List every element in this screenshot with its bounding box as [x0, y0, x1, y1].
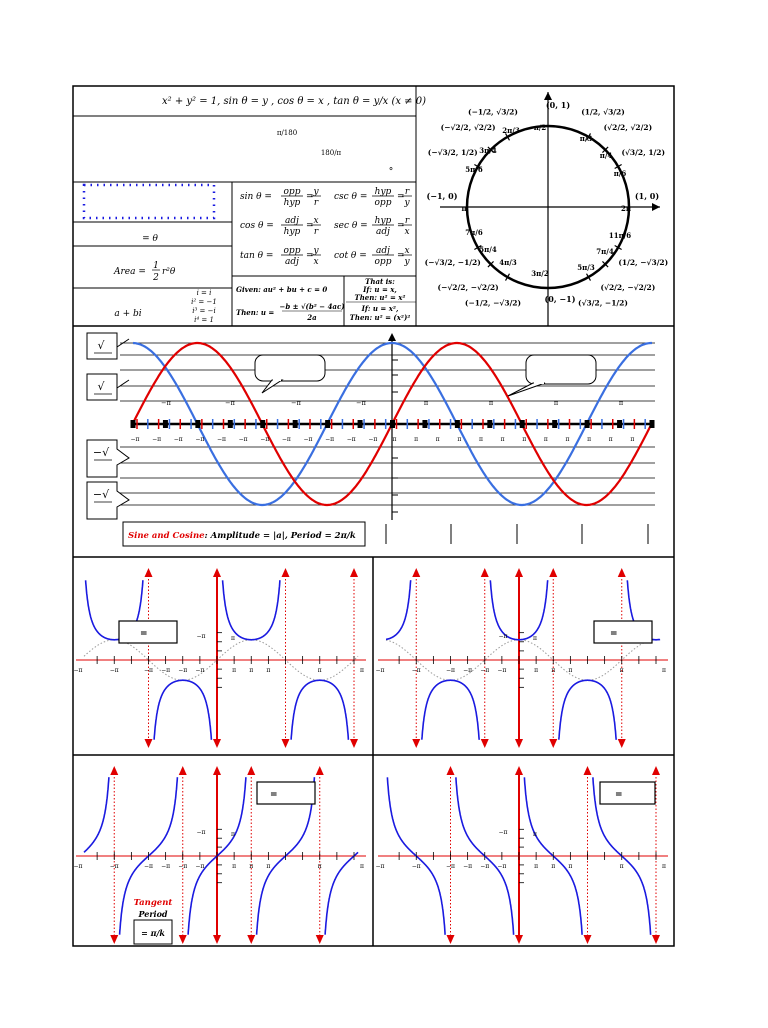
- svg-text:hyp: hyp: [374, 187, 392, 197]
- svg-text:=: =: [306, 221, 314, 231]
- deg-to-rad: π/180: [276, 129, 298, 137]
- uc-point-label: (−1/2, −√3/2): [464, 298, 522, 308]
- deg-symbol: °: [388, 167, 394, 177]
- asymptote-arrow-icon: [549, 568, 557, 577]
- svg-text:sec θ =: sec θ =: [334, 221, 368, 231]
- uc-point-label: (1/2, √3/2): [581, 107, 625, 117]
- svg-text:=: =: [306, 251, 314, 261]
- cosecant-graph: [74, 568, 366, 748]
- x-tick-label: π: [360, 667, 364, 674]
- x-tick-label: −π: [497, 667, 507, 674]
- svg-text:x: x: [313, 216, 319, 226]
- x-major-tick: [455, 420, 460, 428]
- y-tick-label: −π: [196, 633, 206, 640]
- svg-text:opp: opp: [374, 257, 392, 267]
- asymptote-arrow-icon: [652, 935, 660, 944]
- x-major-tick: [422, 420, 427, 428]
- svg-text:=: =: [397, 192, 405, 202]
- x-tick-label: π: [317, 667, 322, 674]
- svg-text:adj: adj: [376, 227, 390, 237]
- x-tick-label: π: [553, 399, 559, 407]
- x-tick-label: π: [565, 436, 570, 443]
- csc-ratio: [334, 187, 412, 208]
- uc-angle-label: π/4: [599, 151, 613, 160]
- y-axis-arrow-icon: [213, 739, 221, 748]
- svg-text:r: r: [313, 227, 319, 237]
- uc-point-label: (√2/2, √2/2): [603, 123, 653, 133]
- csc-box-label: =: [140, 629, 148, 639]
- y-tick-label: −π: [498, 829, 508, 836]
- asymptote-arrow-icon: [179, 935, 187, 944]
- svg-text:r²θ: r²θ: [162, 267, 176, 277]
- x-tick-label: π: [551, 863, 556, 870]
- asymptote-arrow-icon: [412, 739, 420, 748]
- substitution-note: [346, 277, 416, 322]
- uc-point-label: (√2/2, −√2/2): [600, 282, 656, 292]
- x-tick-label: −π: [109, 667, 119, 674]
- x-tick-label: −π: [346, 436, 356, 443]
- cot-answer-box: [600, 782, 655, 804]
- x-tick-label: π: [249, 863, 254, 870]
- uc-angle-label: π/2: [533, 123, 547, 132]
- svg-text:tan θ =: tan θ =: [240, 251, 274, 261]
- svg-text:That is:: That is:: [365, 277, 395, 286]
- x-tick-label: −π: [375, 863, 385, 870]
- svg-text:Then: u² = (x²)²: Then: u² = (x²)²: [349, 313, 411, 322]
- uc-point-label: (−√3/2, −1/2): [424, 258, 481, 267]
- asymptote-arrow-icon: [481, 739, 489, 748]
- x-tick-label: π: [435, 436, 440, 443]
- callout-text: −√: [92, 488, 110, 501]
- x-tick-label: π: [266, 863, 271, 870]
- uc-angle-label: 11π/6: [608, 231, 632, 240]
- x-major-tick: [325, 420, 330, 428]
- x-tick-label: π: [551, 667, 556, 674]
- x-tick-label: −π: [73, 667, 83, 674]
- asymptote-arrow-icon: [447, 935, 455, 944]
- x-tick-label: π: [232, 667, 237, 674]
- x-tick-label: −π: [195, 436, 205, 443]
- x-tick-label: π: [619, 667, 624, 674]
- asymptote-arrow-icon: [179, 766, 187, 775]
- x-tick-label: −π: [130, 436, 140, 443]
- x-tick-label: −π: [178, 667, 188, 674]
- y-axis-arrow-icon: [515, 935, 523, 944]
- uc-point-label: (0, 1): [545, 100, 571, 110]
- asymptote-arrow-icon: [316, 766, 324, 775]
- uc-angle-label: 7π/4: [596, 247, 614, 256]
- svg-text:cot θ =: cot θ =: [334, 251, 367, 261]
- x-tick-label: π: [568, 667, 573, 674]
- uc-angle-label: 5π/3: [577, 263, 595, 272]
- x-major-tick: [228, 420, 233, 428]
- x-major-tick: [163, 420, 168, 428]
- svg-text:−b ± √(b² − 4ac): −b ± √(b² − 4ac): [279, 302, 345, 311]
- asymptote-arrow-icon: [145, 568, 153, 577]
- x-tick-label: −π: [291, 399, 301, 407]
- uc-point-label: (0, −1): [544, 294, 576, 304]
- x-tick-label: π: [619, 863, 624, 870]
- uc-angle-label: π: [461, 204, 467, 213]
- svg-text:y: y: [404, 257, 410, 267]
- dotted-answer-box: [84, 185, 214, 218]
- y-tick-label: −π: [196, 829, 206, 836]
- x-tick-label: π: [500, 436, 505, 443]
- x-major-tick: [260, 420, 265, 428]
- y-axis-arrow-icon: [515, 739, 523, 748]
- asymptote-arrow-icon: [145, 739, 153, 748]
- uc-point-label: (−1/2, √3/2): [468, 107, 518, 117]
- x-tick-label: π: [360, 863, 364, 870]
- sine-bubble: [255, 355, 325, 393]
- x-tick-label: −π: [144, 863, 153, 870]
- quad-given: Given: au² + bu + c = 0: [236, 285, 328, 294]
- x-tick-label: −π: [446, 667, 455, 674]
- sector-area: [113, 261, 176, 283]
- x-tick-label: −π: [375, 667, 385, 674]
- x-major-tick: [487, 420, 492, 428]
- x-major-tick: [552, 420, 557, 428]
- i-powers: [191, 289, 217, 324]
- x-tick-label: −π: [161, 667, 171, 674]
- x-major-tick: [131, 420, 136, 428]
- x-tick-label: −π: [325, 436, 335, 443]
- x-tick-label: π: [414, 436, 419, 443]
- arc-length: = θ: [142, 234, 158, 244]
- asymptote-arrow-icon: [549, 739, 557, 748]
- svg-text:opp: opp: [283, 246, 301, 256]
- x-tick-label: π: [568, 863, 573, 870]
- asymptote-arrow-icon: [350, 739, 358, 748]
- cos-ratio: [240, 216, 321, 237]
- callout-shape: [87, 374, 129, 400]
- identity-formula: x² + y² = 1, sin θ = y , cos θ = x , tan θ = y/x (x ≠ 0): [162, 96, 426, 107]
- x-tick-label: π: [479, 436, 483, 443]
- svg-text:adj: adj: [285, 216, 299, 226]
- asymptote-arrow-icon: [481, 568, 489, 577]
- sec-ratio: [334, 216, 412, 237]
- x-tick-label: −π: [446, 863, 455, 870]
- x-major-tick: [390, 420, 395, 428]
- asymptote-arrow-icon: [652, 766, 660, 775]
- x-tick-label: −π: [238, 436, 248, 443]
- asymptote-arrow-icon: [247, 766, 255, 775]
- asymptote-arrow-icon: [316, 935, 324, 944]
- blank-period-boxes: [386, 524, 648, 544]
- y-axis-arrow-icon: [213, 935, 221, 944]
- x-tick-label: −π: [109, 863, 119, 870]
- x-tick-label: −π: [497, 863, 507, 870]
- asymptote-arrow-icon: [412, 568, 420, 577]
- x-tick-label: −π: [225, 399, 235, 407]
- uc-point-label: (−1, 0): [426, 191, 458, 201]
- x-tick-label: π: [488, 399, 494, 407]
- x-tick-label: −π: [463, 863, 473, 870]
- x-tick-label: −π: [463, 667, 473, 674]
- complex-number: a + bi: [114, 309, 142, 319]
- root-callout: [87, 482, 129, 519]
- svg-text:y: y: [313, 187, 319, 197]
- sine-caption: Sine and Cosine: Amplitude = |a|, Period = 2π/k: [128, 531, 356, 541]
- cot-ratio: [334, 246, 412, 267]
- svg-text:2a: 2a: [307, 313, 317, 322]
- x-tick-label: −π: [260, 436, 270, 443]
- uc-angle-label: 3π/4: [479, 146, 497, 155]
- asymptote-arrow-icon: [110, 935, 118, 944]
- x-tick-label: π: [317, 863, 322, 870]
- sec-box-label: =: [610, 629, 618, 639]
- y-tick-label: π: [533, 831, 537, 838]
- asymptote-arrow-icon: [447, 766, 455, 775]
- x-tick-label: π: [423, 399, 429, 407]
- uc-point-label: (−√2/2, −√2/2): [437, 282, 499, 292]
- sin-ratio: [240, 187, 321, 208]
- cosine-bubble: [508, 355, 596, 396]
- x-tick-label: −π: [217, 436, 226, 443]
- y-axis-arrow-icon: [388, 333, 396, 341]
- x-major-tick: [195, 420, 200, 428]
- svg-text:x: x: [313, 257, 319, 267]
- x-tick-label: −π: [173, 436, 183, 443]
- y-tick-label: π: [231, 831, 235, 838]
- svg-text:Tangent: Tangent: [133, 898, 173, 908]
- uc-angle-label: 4π/3: [499, 258, 517, 267]
- svg-text:adj: adj: [285, 257, 299, 267]
- x-tick-label: π: [232, 863, 237, 870]
- svg-text:Then: u =: Then: u =: [236, 308, 275, 317]
- cot-box-label: =: [615, 790, 623, 800]
- x-tick-label: −π: [368, 436, 378, 443]
- x-tick-label: −π: [480, 667, 490, 674]
- uc-angle-label: π/6: [613, 169, 627, 178]
- x-tick-label: −π: [356, 399, 366, 407]
- asymptote-arrow-icon: [584, 766, 592, 775]
- y-axis-arrow-icon: [515, 766, 523, 775]
- x-tick-label: π: [534, 863, 539, 870]
- x-tick-label: −π: [144, 667, 153, 674]
- svg-text:r: r: [313, 198, 319, 208]
- x-tick-label: −π: [152, 436, 162, 443]
- x-tick-label: π: [457, 436, 462, 443]
- svg-text:sin θ =: sin θ =: [240, 192, 272, 202]
- x-tick-label: −π: [411, 863, 421, 870]
- asymptote-arrow-icon: [618, 568, 626, 577]
- uc-point-label: (1/2, −√3/2): [618, 258, 669, 267]
- svg-text:x: x: [404, 227, 410, 237]
- x-major-tick: [293, 420, 298, 428]
- x-tick-label: π: [249, 667, 254, 674]
- x-tick-label: −π: [195, 667, 205, 674]
- uc-angle-label: 7π/6: [465, 228, 483, 237]
- uc-angle-label: 5π/4: [479, 245, 497, 254]
- asymptote-arrow-icon: [350, 568, 358, 577]
- x-tick-label: −π: [161, 863, 171, 870]
- x-tick-label: −π: [73, 863, 83, 870]
- x-tick-label: π: [608, 436, 613, 443]
- tan-box-label: =: [270, 790, 278, 800]
- x-tick-label: π: [522, 436, 527, 443]
- svg-text:csc θ =: csc θ =: [334, 192, 368, 202]
- x-tick-label: −π: [281, 436, 291, 443]
- svg-text:=: =: [306, 192, 314, 202]
- uc-point-label: (−√3/2, 1/2): [427, 148, 478, 157]
- uc-angle-label: π/3: [579, 134, 593, 143]
- uc-angle-label: 5π/6: [465, 165, 483, 174]
- svg-text:opp: opp: [283, 187, 301, 197]
- x-tick-label: −π: [195, 863, 205, 870]
- y-tick-label: −π: [498, 633, 508, 640]
- x-tick-label: π: [630, 436, 635, 443]
- y-axis-arrow-icon: [544, 92, 552, 100]
- root-callout: [87, 374, 129, 400]
- x-axis-arrow-icon: [652, 203, 660, 211]
- uc-point-label: (−√2/2, √2/2): [440, 123, 496, 133]
- callout-text: √: [97, 339, 105, 352]
- svg-text:i³ = −i: i³ = −i: [192, 307, 216, 315]
- svg-text:r: r: [404, 187, 410, 197]
- svg-text:2: 2: [153, 273, 159, 283]
- svg-text:1: 1: [153, 261, 159, 271]
- asymptote-arrow-icon: [282, 568, 290, 577]
- svg-text:x: x: [404, 246, 410, 256]
- uc-angle-label: 2π: [621, 204, 631, 213]
- x-tick-label: π: [618, 399, 624, 407]
- svg-text:hyp: hyp: [374, 216, 392, 226]
- x-tick-label: −π: [480, 863, 490, 870]
- svg-text:Then: u² = x²: Then: u² = x²: [354, 293, 406, 302]
- svg-text:If: u = x²,: If: u = x²,: [361, 304, 399, 313]
- y-tick-label: π: [533, 635, 537, 642]
- svg-text:hyp: hyp: [283, 198, 301, 208]
- svg-text:=: =: [397, 221, 405, 231]
- svg-text:i² = −1: i² = −1: [191, 298, 217, 306]
- tan-ratio: [240, 246, 321, 267]
- svg-text:y: y: [313, 246, 319, 256]
- callout-text: −√: [92, 446, 110, 459]
- x-tick-label: −π: [161, 399, 171, 407]
- svg-text:adj: adj: [376, 246, 390, 256]
- svg-text:If: u = x,: If: u = x,: [363, 285, 397, 294]
- x-tick-label: −π: [178, 863, 188, 870]
- uc-angle-label: 3π/2: [531, 269, 549, 278]
- svg-text:y: y: [404, 198, 410, 208]
- asymptote-arrow-icon: [247, 935, 255, 944]
- svg-text:opp: opp: [374, 198, 392, 208]
- secant-graph: [376, 568, 668, 748]
- root-callout: [87, 440, 129, 477]
- x-major-tick: [650, 420, 655, 428]
- uc-point-label: (1, 0): [634, 191, 660, 201]
- quad-then: [236, 302, 345, 322]
- uc-point-label: (√3/2, −1/2): [578, 298, 628, 308]
- asymptote-arrow-icon: [110, 766, 118, 775]
- y-axis-arrow-icon: [515, 568, 523, 577]
- x-tick-label: π: [534, 667, 539, 674]
- x-tick-label: π: [392, 436, 397, 443]
- svg-text:i⁴ = 1: i⁴ = 1: [194, 316, 214, 324]
- asymptote-arrow-icon: [618, 739, 626, 748]
- callout-text: √: [97, 380, 105, 393]
- x-tick-label: −π: [303, 436, 313, 443]
- x-tick-label: π: [662, 667, 666, 674]
- x-tick-label: π: [266, 667, 271, 674]
- x-tick-label: π: [543, 436, 548, 443]
- x-tick-label: −π: [411, 667, 421, 674]
- tangent-period-box: [130, 895, 176, 945]
- tangent-graph: [74, 766, 366, 944]
- tan-answer-box: [257, 782, 315, 804]
- asymptote-arrow-icon: [584, 935, 592, 944]
- uc-angle-label: 2π/3: [502, 126, 520, 135]
- svg-text:Area =: Area =: [114, 267, 146, 277]
- rad-to-deg: 180/π: [320, 149, 342, 157]
- svg-text:= π/k: = π/k: [141, 928, 165, 938]
- x-tick-label: π: [662, 863, 666, 870]
- asymptote-arrow-icon: [282, 739, 290, 748]
- y-tick-label: π: [231, 635, 235, 642]
- y-axis-arrow-icon: [213, 568, 221, 577]
- y-axis-arrow-icon: [213, 766, 221, 775]
- x-major-tick: [520, 420, 525, 428]
- svg-text:=: =: [397, 251, 405, 261]
- x-major-tick: [358, 420, 363, 428]
- uc-point-label: (√3/2, 1/2): [621, 148, 666, 157]
- csc-answer-box: [119, 621, 177, 643]
- svg-text:r: r: [404, 216, 410, 226]
- svg-text:hyp: hyp: [283, 227, 301, 237]
- sec-answer-box: [594, 621, 652, 643]
- svg-text:Period: Period: [138, 909, 168, 919]
- svg-text:cos θ =: cos θ =: [240, 221, 274, 231]
- x-major-tick: [585, 420, 590, 428]
- x-tick-label: π: [587, 436, 592, 443]
- x-major-tick: [617, 420, 622, 428]
- svg-text:i = i: i = i: [196, 289, 212, 297]
